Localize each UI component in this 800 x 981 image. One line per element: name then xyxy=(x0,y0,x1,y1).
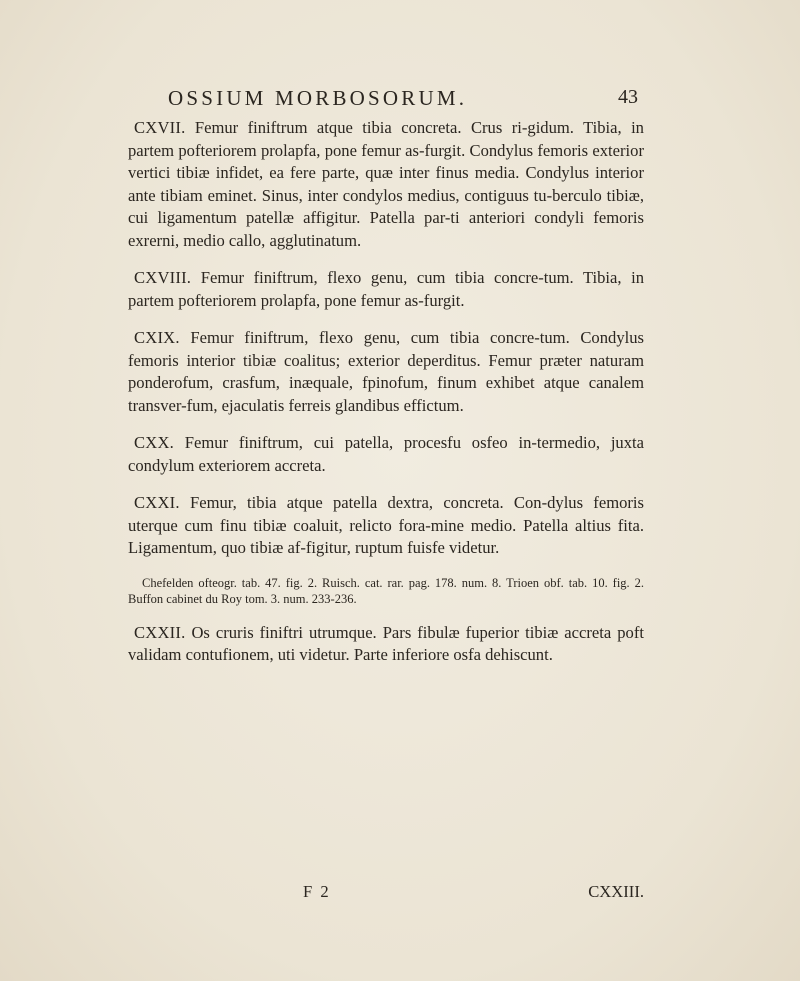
paragraph-text: Femur, tibia atque patella dextra, concreta. Con-dylus femoris uterque cum finu tibiæ coaluit, relicto fora-mine medio. Patella altius fita. Ligamentum, quo tibiæ af-figitur, ruptum fuisfe videtur. xyxy=(128,493,645,557)
footnote-references: Chefelden ofteogr. tab. 47. fig. 2. Ruisch. cat. rar. pag. 178. num. 8. Trioen obf. tab. 10. fig. 2. Buffon cabinet du Roy tom. 3. num. 233-236. xyxy=(128,575,644,606)
paragraph-cxvii xyxy=(128,117,644,252)
paragraph-number: CXXII. xyxy=(134,622,186,642)
paragraph-cxviii xyxy=(128,267,644,312)
paragraph-number: CXIX. xyxy=(134,328,180,347)
paragraph-cxxii xyxy=(128,622,644,667)
paragraph-text: Femur finiftrum atque tibia concreta. Crus ri-gidum. Tibia, in partem pofteriorem prolapfa, pone femur as-furgit. Condylus femoris exterior vertici tibiæ infidet, ea fere parte, quæ inter finus media. Condylus interior ante tibiam eminet. Sinus, inter condylos medius, contiguus tu-berculo tibiæ, cui ligamentum patellæ affigitur. Patella par-ti anteriori condyli femoris exrerni, medio callo, agglutinatum. xyxy=(128,118,644,250)
page-header xyxy=(168,86,638,116)
paragraph-number: CXX. xyxy=(134,433,174,452)
paragraph-number: CXVII. xyxy=(134,118,186,137)
paragraph-number: CXVIII. xyxy=(134,268,192,287)
paragraph-text: Femur finiftrum, flexo genu, cum tibia concre-tum. Condylus femoris interior tibiæ coalitus; exterior deperditus. Femur præter naturam ponderofum, crasfum, inæquale, fpinofum, finum exhibet atque canalem transver-fum, ejaculatis ferreis glandibus effictum. xyxy=(128,328,644,415)
paragraph-text: Femur finiftrum, cui patella, procesfu osfeo in-termedio, juxta condylum exteriorem accreta. xyxy=(128,433,645,475)
page-number: 43 xyxy=(618,86,638,108)
paragraph-cxix xyxy=(128,327,644,417)
paragraph-text: Femur finiftrum, flexo genu, cum tibia concre-tum. Tibia, in partem pofteriorem prolapfa, pone femur as-furgit. xyxy=(128,268,644,310)
body-text xyxy=(128,117,644,682)
paragraph-number: CXXI. xyxy=(134,493,180,512)
signature-mark: F 2 xyxy=(303,882,331,901)
paragraph-cxxi xyxy=(128,492,644,560)
paragraph-cxx xyxy=(128,432,644,477)
running-title: OSSIUM MORBOSORUM. xyxy=(168,86,468,110)
page-footer xyxy=(128,882,644,904)
paragraph-text: Os cruris finiftri utrumque. Pars fibulæ fuperior tibiæ accreta poft validam contufionem, uti videtur. Parte inferiore osfa dehiscunt. xyxy=(128,622,644,664)
catchword: CXXIII. xyxy=(588,882,644,901)
